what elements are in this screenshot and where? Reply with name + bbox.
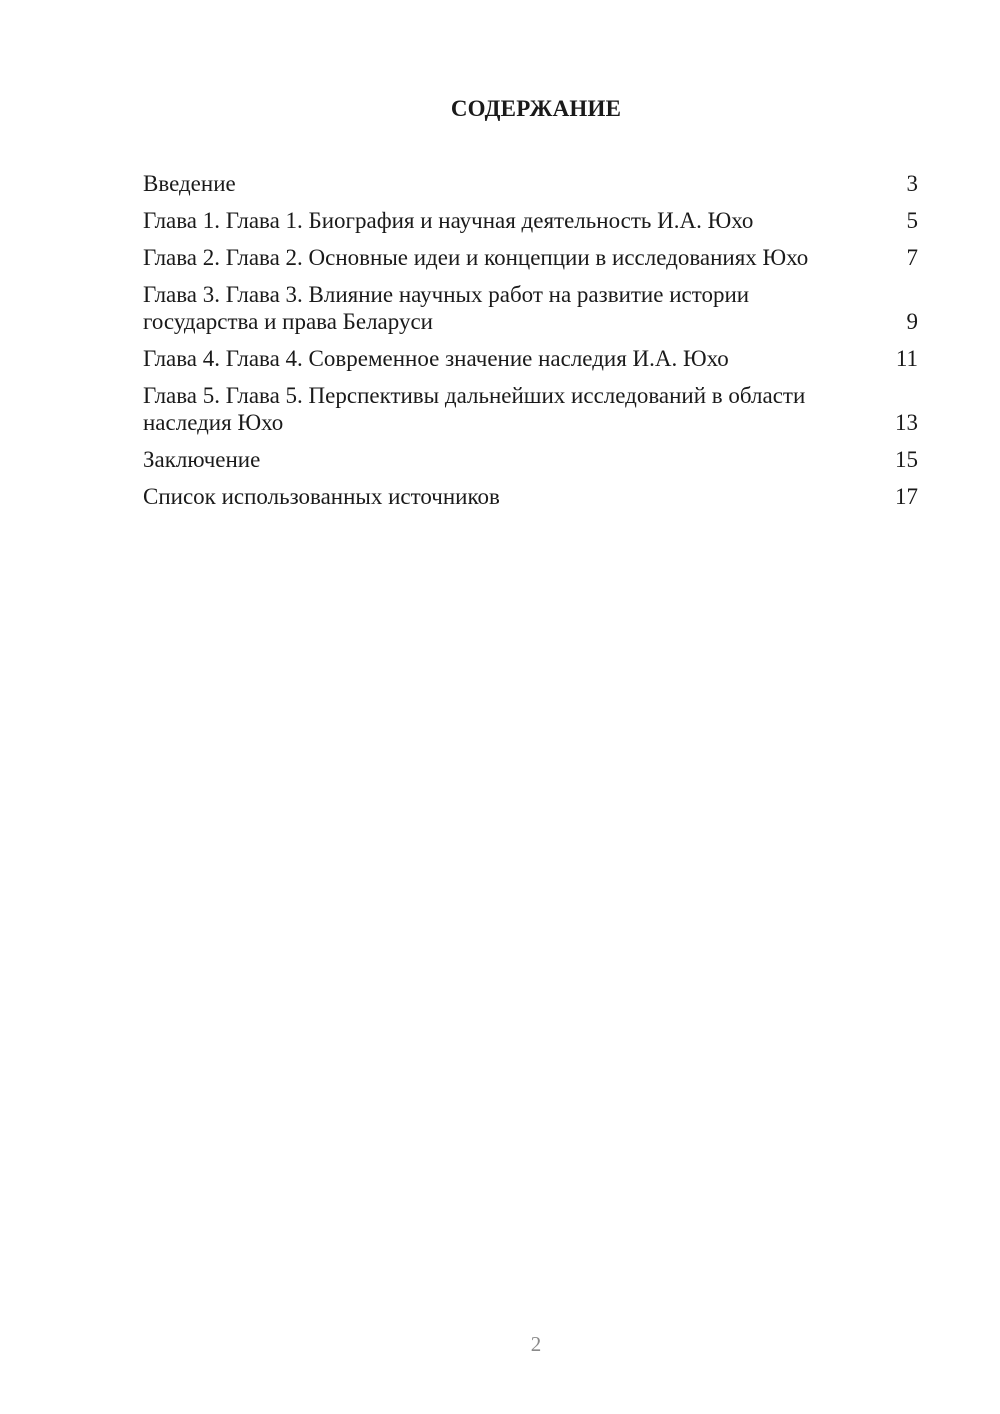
toc-entry-references	[143, 483, 918, 510]
toc-entry-title: Глава 2. Глава 2. Основные идеи и концепции в исследованиях Юхо	[143, 245, 809, 270]
toc-entry-chapter-5	[143, 382, 918, 436]
toc-entry-title: Введение	[143, 171, 236, 196]
toc-entry-page-number: 11	[895, 346, 918, 371]
toc-entry-page-number: 5	[906, 208, 918, 233]
toc-entry-chapter-3	[143, 281, 918, 335]
toc-entry-title: Глава 5. Глава 5. Перспективы дальнейших исследований в области наследия Юхо	[143, 383, 806, 435]
toc-entry-title: Глава 1. Глава 1. Биография и научная деятельность И.А. Юхо	[143, 208, 754, 233]
toc-entry-conclusion	[143, 446, 918, 473]
toc-entry-page-number: 3	[906, 171, 918, 196]
toc-entry-title: Глава 4. Глава 4. Современное значение наследия И.А. Юхо	[143, 346, 729, 371]
toc-entry-title: Заключение	[143, 447, 261, 472]
toc-entry-page-number: 13	[895, 410, 918, 435]
toc-entry-page-number: 7	[906, 245, 918, 270]
toc-entry-chapter-2	[143, 244, 918, 271]
toc-entry-page-number: 17	[895, 484, 918, 509]
toc-entry-chapter-4	[143, 345, 918, 372]
toc-heading: СОДЕРЖАНИЕ	[450, 96, 622, 121]
page-number: 2	[530, 1332, 542, 1356]
toc-entry-title: Список использованных источников	[143, 484, 500, 509]
toc-entry-title: Глава 3. Глава 3. Влияние научных работ на развитие истории государства и права Беларуси	[143, 282, 750, 334]
table-of-contents	[143, 170, 918, 520]
toc-entry-page-number: 9	[906, 309, 918, 334]
toc-entry-page-number: 15	[895, 447, 918, 472]
toc-entry-introduction	[143, 170, 918, 197]
toc-entry-chapter-1	[143, 207, 918, 234]
